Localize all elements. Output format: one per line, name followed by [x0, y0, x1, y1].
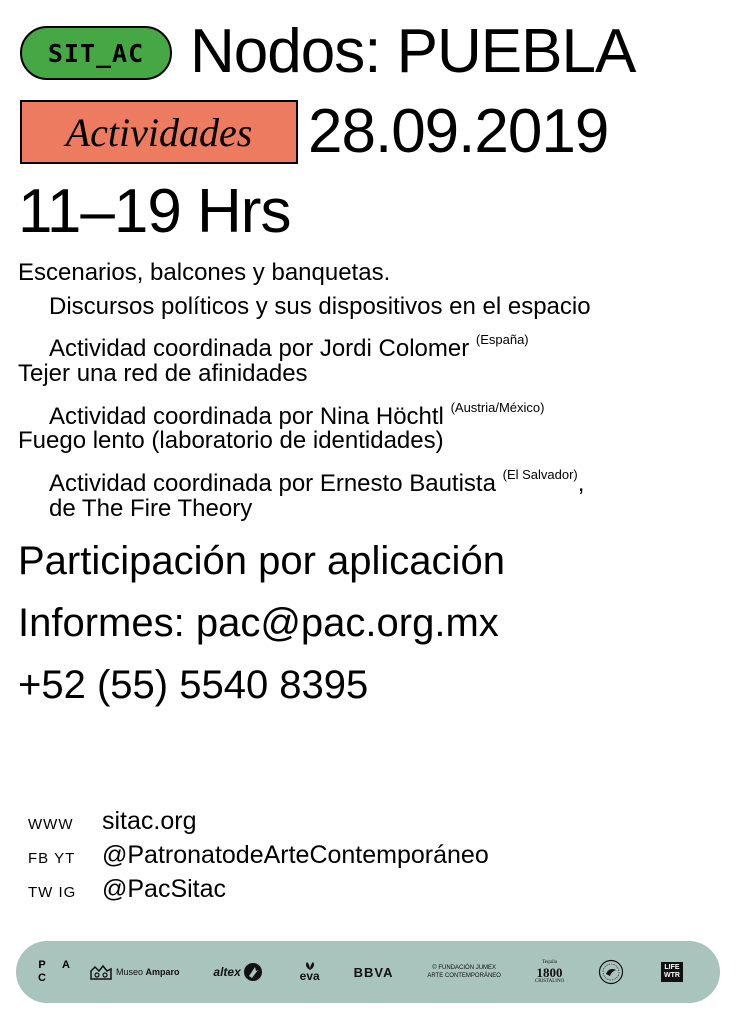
altex-icon [243, 962, 263, 982]
link-row-web [28, 804, 489, 838]
participation-text: Participación por aplicación [18, 539, 505, 583]
museo-amparo-text: Museo Amparo [115, 967, 180, 977]
program-item-3-organization: de The Fire Theory [49, 494, 253, 522]
life-wtr-logo: LIFE WTR [661, 962, 683, 982]
program-item-3-coordinator [18, 458, 591, 498]
program-item-1-coordinator [18, 323, 591, 363]
bbva-logo: BBVA [353, 964, 394, 980]
museo-amparo-icon [89, 963, 113, 981]
link-row-tw-ig [28, 872, 489, 906]
page-title: Nodos: PUEBLA [190, 17, 636, 86]
jumex-line-1: © FUNDACIÓN JUMEX [432, 965, 497, 971]
link-key: FB YT [28, 850, 76, 867]
eva-logo: eva [300, 962, 320, 982]
facebook-youtube-handle[interactable]: @PatronatodeArteContemporáneo [102, 841, 489, 869]
link-key: WWW [28, 816, 74, 833]
sponsor-bar [16, 941, 720, 1003]
social-links [28, 804, 489, 906]
pac-letter-p: P [38, 959, 46, 971]
program-item-2-title: Tejer una red de afinidades [18, 360, 308, 388]
coordinator-country: (España) [475, 332, 529, 348]
twitter-instagram-handle[interactable]: @PacSitac [102, 875, 227, 903]
pac-letter-a: A [62, 959, 70, 971]
contact-email-text: Informes: pac@pac.org.mx [18, 601, 499, 645]
link-row-fb-yt [28, 838, 489, 872]
event-date: 28.09.2019 [308, 97, 609, 166]
museo-amparo-logo [89, 963, 180, 981]
program-item-1-title: Escenarios, balcones y banquetas. [18, 259, 391, 286]
activities-label: Actividades [20, 100, 298, 164]
jumex-line-2: ARTE CONTEMPORÁNEO [427, 973, 501, 979]
comma: , [577, 470, 585, 498]
coordinator-country: (El Salvador) [502, 467, 578, 483]
fundacion-jumex-logo [427, 964, 501, 980]
tequila-1800-logo: Tequila 1800 CRISTALINO [534, 959, 565, 984]
sitac-badge: SIT_AC [20, 26, 172, 80]
program-item-2-coordinator [18, 391, 591, 430]
program-item-1-subtitle: Discursos políticos y sus dispositivos en el espacio [49, 292, 591, 320]
pac-logo [36, 959, 72, 985]
coordinator-text: Actividad coordinada por Jordi Colomer [49, 335, 470, 363]
altex-logo: altex [213, 962, 265, 982]
pac-letter-c: C [38, 972, 46, 984]
info-block [18, 530, 505, 716]
seal-logo [598, 959, 627, 985]
coordinator-text: Actividad coordinada por Ernesto Bautista [49, 470, 496, 498]
event-hours: 11–19 Hrs [18, 177, 291, 246]
seal-icon [598, 959, 624, 985]
website-link[interactable]: sitac.org [102, 807, 197, 835]
coordinator-text: Actividad coordinada por Nina Höchtl [49, 402, 444, 430]
phone-number: +52 (55) 5540 8395 [18, 663, 369, 707]
link-key: TW IG [28, 884, 77, 901]
coordinator-country: (Austria/México) [450, 399, 545, 415]
program-list [18, 256, 591, 526]
program-item-3-title: Fuego lento (laboratorio de identidades) [18, 427, 444, 455]
